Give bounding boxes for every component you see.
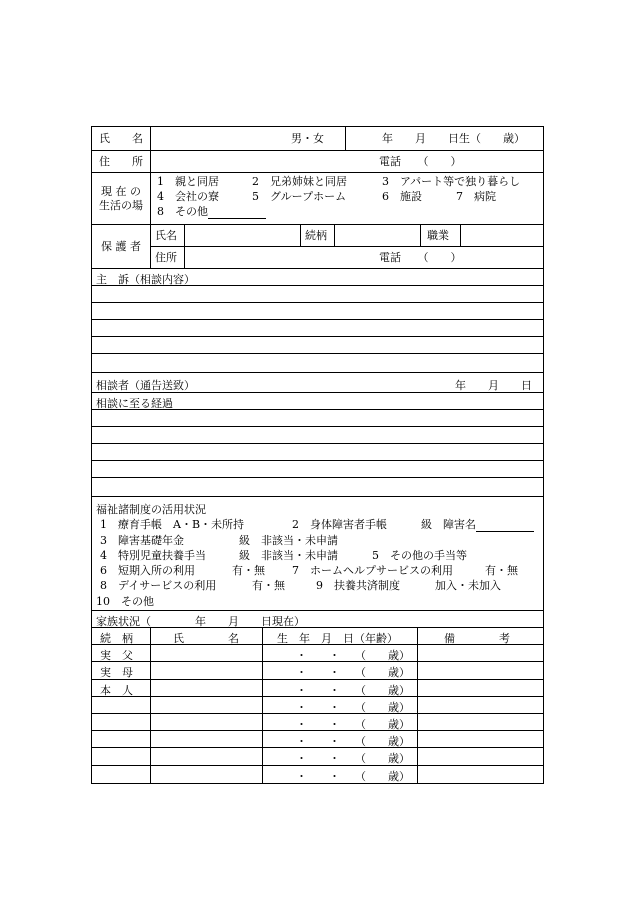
guardian-job-label: 職業	[421, 225, 461, 246]
birth-dots: ・ ・	[296, 666, 340, 680]
family-row[interactable]	[92, 680, 543, 697]
welfare-line-2[interactable]: 3 障害基礎年金 級 非該当・未申請	[100, 533, 338, 547]
guardian-row	[92, 225, 543, 269]
welfare-line-3[interactable]: 4 特別児童扶養手当 級 非該当・未申請 5 その他の手当等	[100, 548, 467, 562]
family-name-cell[interactable]	[151, 645, 263, 661]
guardian-address-field[interactable]	[185, 247, 543, 268]
guardian-name-field[interactable]	[185, 225, 301, 246]
name-header: 氏 名	[151, 628, 263, 644]
family-name-cell[interactable]	[151, 748, 263, 764]
welfare-section	[92, 497, 543, 611]
family-remarks-cell[interactable]	[418, 766, 543, 783]
welfare-title: 福祉諸制度の活用状況	[96, 503, 206, 516]
family-remarks-cell[interactable]	[418, 645, 543, 661]
family-row[interactable]	[92, 645, 543, 662]
address-row	[92, 151, 543, 173]
other-blank[interactable]	[208, 205, 266, 219]
guardian-label: 保 護 者	[92, 225, 151, 268]
family-title: 家族状況（ 年 月 日現在）	[92, 611, 543, 628]
welfare-line-1[interactable]: 1 療育手帳 A・B・未所持 2 身体障害者手帳 級 障害名	[96, 516, 543, 531]
guardian-address-label: 住所	[151, 247, 185, 268]
consultant-row[interactable]	[92, 373, 543, 393]
living-option-1[interactable]: 1 親と同居	[157, 175, 219, 188]
family-birth-cell[interactable]	[263, 645, 418, 661]
family-name-cell[interactable]	[151, 714, 263, 730]
family-name-cell[interactable]	[151, 697, 263, 713]
guardian-relation-field[interactable]	[335, 225, 421, 246]
family-row[interactable]	[92, 662, 543, 679]
family-remarks-cell[interactable]	[418, 680, 543, 696]
family-header-row	[92, 628, 543, 645]
family-relation-cell[interactable]: 本 人	[92, 680, 151, 696]
family-remarks-cell[interactable]	[418, 662, 543, 678]
living-option-4[interactable]: 4 会社の寮	[157, 190, 219, 203]
family-relation-cell[interactable]: 実 父	[92, 645, 151, 661]
welfare-line-6[interactable]: 10 その他	[96, 594, 154, 608]
birth-dots: ・ ・	[296, 683, 340, 697]
birth-dots: ・ ・	[296, 649, 340, 663]
age-text: （ 歳）	[355, 735, 410, 749]
birth-dots: ・ ・	[296, 718, 340, 732]
living-option-2[interactable]: 2 兄弟姉妹と同居	[252, 175, 347, 188]
guardian-address-line	[151, 247, 543, 268]
living-option-6[interactable]: 6 施設	[382, 190, 422, 203]
intake-form	[91, 126, 544, 784]
complaint-line[interactable]	[92, 354, 543, 372]
family-relation-cell[interactable]	[92, 748, 151, 764]
consultant-date: 年 月 日	[455, 379, 532, 392]
history-line[interactable]	[92, 444, 543, 461]
living-options[interactable]	[151, 173, 543, 224]
birth-dots: ・ ・	[296, 752, 340, 766]
age-text: （ 歳）	[355, 649, 410, 663]
family-relation-cell[interactable]	[92, 766, 151, 783]
family-row[interactable]	[92, 714, 543, 731]
family-name-cell[interactable]	[151, 766, 263, 783]
family-remarks-cell[interactable]	[418, 748, 543, 764]
family-relation-cell[interactable]	[92, 714, 151, 730]
complaint-section	[92, 269, 543, 373]
family-rows	[92, 645, 543, 783]
family-birth-cell[interactable]	[263, 662, 418, 678]
history-line[interactable]	[92, 478, 543, 496]
living-label-line1: 現 在 の	[101, 185, 141, 199]
family-birth-cell[interactable]	[263, 766, 418, 783]
address-field[interactable]	[151, 151, 543, 172]
family-birth-cell[interactable]	[263, 714, 418, 730]
family-row[interactable]	[92, 731, 543, 748]
living-option-3[interactable]: 3 アパート等で独り暮らし	[382, 175, 521, 188]
family-row[interactable]	[92, 697, 543, 714]
name-field[interactable]	[151, 127, 346, 150]
family-remarks-cell[interactable]	[418, 731, 543, 747]
family-birth-cell[interactable]	[263, 748, 418, 764]
history-section	[92, 393, 543, 497]
age-text: （ 歳）	[355, 718, 410, 732]
age-text: （ 歳）	[355, 752, 410, 766]
family-name-cell[interactable]	[151, 662, 263, 678]
birth-field[interactable]	[346, 127, 543, 150]
welfare-line-4[interactable]: 6 短期入所の利用 有・無 7 ホームヘルプサービスの利用 有・無	[100, 564, 518, 578]
family-row[interactable]	[92, 766, 543, 783]
complaint-line[interactable]	[92, 337, 543, 354]
living-label	[92, 173, 151, 224]
family-relation-cell[interactable]	[92, 697, 151, 713]
family-remarks-cell[interactable]	[418, 714, 543, 730]
welfare-line-5[interactable]: 8 デイサービスの利用 有・無 9 扶養共済制度 加入・未加入	[100, 579, 501, 593]
living-option-7[interactable]: 7 病院	[456, 190, 496, 203]
birth-date-text: 年 月 日生（ 歳）	[382, 132, 525, 145]
guardian-phone-label: 電話 （ ）	[379, 251, 462, 264]
age-text: （ 歳）	[355, 683, 410, 697]
guardian-name-label: 氏名	[151, 225, 185, 246]
history-line[interactable]	[92, 410, 543, 427]
gender-options[interactable]: 男・女	[291, 132, 324, 145]
complaint-title: 主 訴（相談内容）	[92, 269, 543, 286]
guardian-name-line	[151, 225, 543, 247]
living-row	[92, 173, 543, 225]
age-text: （ 歳）	[355, 700, 410, 714]
guardian-fields	[151, 225, 543, 268]
name-row	[92, 127, 543, 151]
family-relation-cell[interactable]: 実 母	[92, 662, 151, 678]
relation-header: 続 柄	[92, 628, 151, 644]
family-birth-cell[interactable]	[263, 697, 418, 713]
guardian-relation-label: 続柄	[301, 225, 335, 246]
family-remarks-cell[interactable]	[418, 697, 543, 713]
address-label: 住 所	[92, 151, 151, 172]
family-birth-cell[interactable]	[263, 680, 418, 696]
history-line[interactable]	[92, 427, 543, 444]
living-label-line2: 生活の場	[99, 198, 143, 212]
birth-header: 生 年 月 日（年齢）	[263, 628, 418, 644]
family-birth-cell[interactable]	[263, 731, 418, 747]
history-line[interactable]	[92, 461, 543, 478]
family-section	[92, 611, 543, 783]
name-label: 氏 名	[92, 127, 151, 150]
age-text: （ 歳）	[355, 666, 410, 680]
history-title: 相談に至る経過	[92, 393, 543, 410]
complaint-line[interactable]	[92, 320, 543, 337]
birth-dots: ・ ・	[296, 735, 340, 749]
family-row[interactable]	[92, 748, 543, 765]
living-option-8[interactable]: 8 その他	[157, 205, 266, 219]
guardian-job-field[interactable]	[461, 225, 543, 246]
family-name-cell[interactable]	[151, 680, 263, 696]
birth-dots: ・ ・	[296, 769, 340, 783]
family-name-cell[interactable]	[151, 731, 263, 747]
age-text: （ 歳）	[355, 769, 410, 783]
birth-dots: ・ ・	[296, 700, 340, 714]
family-relation-cell[interactable]	[92, 731, 151, 747]
consultant-title: 相談者（通告送致）	[96, 379, 195, 392]
phone-label: 電話 （ ）	[379, 155, 462, 168]
complaint-line[interactable]	[92, 303, 543, 320]
living-option-5[interactable]: 5 グループホーム	[252, 190, 347, 203]
complaint-line[interactable]	[92, 286, 543, 303]
remarks-header: 備 考	[444, 632, 510, 646]
